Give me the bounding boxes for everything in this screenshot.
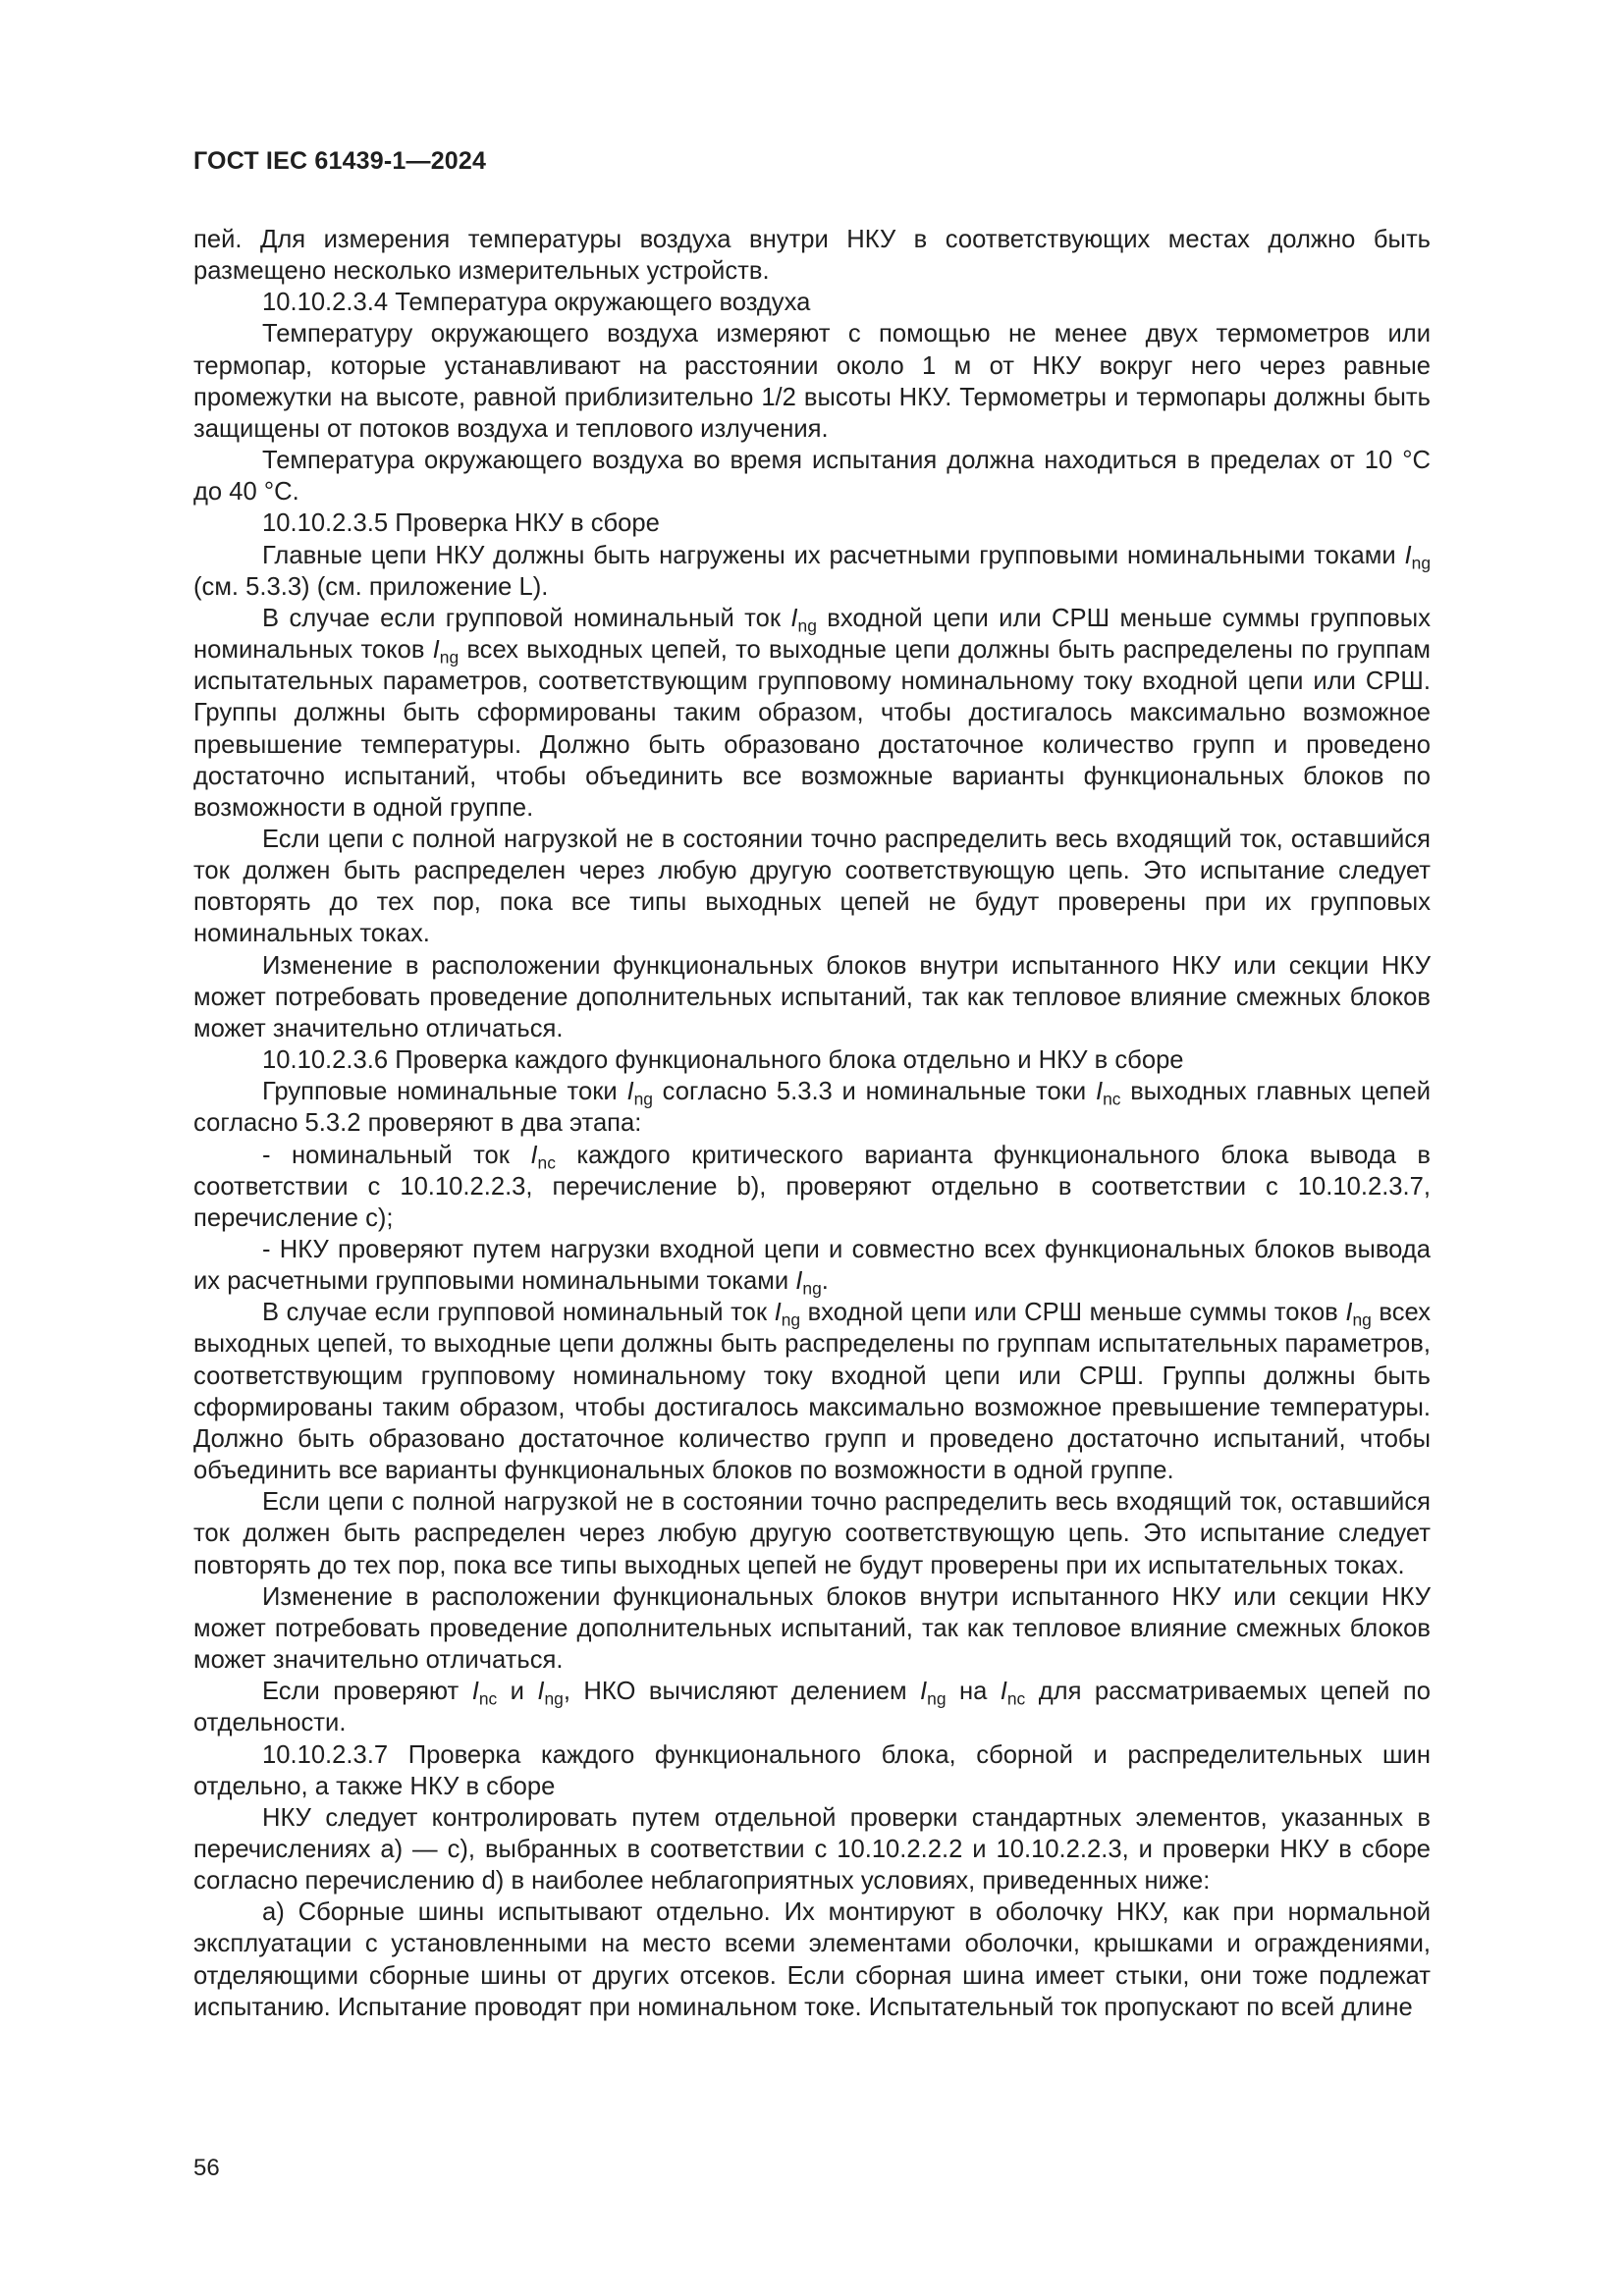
paragraph: В случае если групповой номинальный ток $I_{ng}$ входной цепи или СРШ меньше суммы токов $I_{ng}$ всех выходных цепей, то выходные цепи должны быть распределены по группам испытательных параметров, соответствующим групповому номинальному току входной цепи или СРШ. Группы должны быть сформированы таким образом, чтобы достигалось максимально возможное превышение температуры. Должно быть образовано достаточное количество групп и проведено достаточно испытаний, чтобы объединить все варианты функциональных блоков по возможности в одной группе. xyxy=(193,1299,1431,1485)
paragraph: Главные цепи НКУ должны быть нагружены их расчетными групповыми номинальными токами $I_{ng}$ (см. 5.3.3) (см. приложение L). xyxy=(193,541,1431,601)
document-header: ГОСТ IEC 61439-1—2024 xyxy=(193,147,487,175)
paragraph: пей. Для измерения температуры воздуха внутри НКУ в соответствующих местах должно быть размещено несколько измерительных устройств. xyxy=(193,226,1431,286)
paragraph: В случае если групповой номинальный ток $I_{ng}$ входной цепи или СРШ меньше суммы групповых номинальных токов $I_{ng}$ всех выходных цепей, то выходные цепи должны быть распределены по группам испытательных параметров, соответствующим групповому номинальному току входной цепи или СРШ. Группы должны быть сформированы таким образом, чтобы достигалось максимально возможное превышение температуры. Должно быть образовано достаточное количество групп и проведено достаточно испытаний, чтобы объединить все возможные варианты функциональных блоков по возможности в одной группе. xyxy=(193,604,1431,822)
paragraph: Температура окружающего воздуха во время испытания должна находиться в пределах от 10 °С до 40 °С. xyxy=(193,447,1431,507)
paragraph: Изменение в расположении функциональных блоков внутри испытанного НКУ или секции НКУ может потребовать проведение дополнительных испытаний, так как тепловое влияние смежных блоков может значительно отличаться. xyxy=(193,951,1431,1042)
paragraph: Групповые номинальные токи $I_{ng}$ согласно 5.3.3 и номинальные токи $I_{nc}$ выходных главных цепей согласно 5.3.2 проверяют в два этапа: xyxy=(193,1078,1432,1138)
paragraph: 10.10.2.3.7 Проверка каждого функционального блока, сборной и распределительных шин отдельно, а также НКУ в сборе xyxy=(193,1740,1431,1800)
paragraph: Температуру окружающего воздуха измеряют с помощью не менее двух термометров или термопар, которые устанавливают на расстоянии около 1 м от НКУ вокруг него через равные промежутки на высоте, равной приблизительно 1/2 высоты НКУ. Термометры и термопары должны быть защищены от потоков воздуха и теплового излучения. xyxy=(193,320,1431,443)
paragraph: Если проверяют $I_{nc}$ и $I_{ng}$, НКО вычисляют делением $I_{ng}$ на $I_{nc}$ для рассматриваемых цепей по отдельности. xyxy=(193,1678,1431,1737)
paragraph: 10.10.2.3.6 Проверка каждого функционального блока отдельно и НКУ в сборе xyxy=(262,1046,1184,1075)
page-number: 56 xyxy=(193,2155,220,2181)
paragraph: - НКУ проверяют путем нагрузки входной цепи и совместно всех функциональных блоков вывода их расчетными групповыми номинальными токами $I_{ng}$. xyxy=(193,1236,1431,1299)
paragraph: 10.10.2.3.4 Температура окружающего воздуха xyxy=(262,289,811,317)
paragraph: a) Сборные шины испытывают отдельно. Их монтируют в оболочку НКУ, как при нормальной эксплуатации с установленными на место всеми элементами оболочки, крышками и ограждениями, отделяющими сборные шины от других отсеков. Если сборная шина имеет стыки, они тоже подлежат испытанию. Испытание проводят при номинальном токе. Испытательный ток пропускают по всей длине xyxy=(193,1898,1431,2021)
paragraph: НКУ следует контролировать путем отдельной проверки стандартных элементов, указанных в перечислениях a) — c), выбранных в соответствии с 10.10.2.2.2 и 10.10.2.2.3, и проверки НКУ в сборе согласно перечислению d) в наиболее неблагоприятных условиях, приведенных ниже: xyxy=(193,1803,1431,1896)
paragraph: 10.10.2.3.5 Проверка НКУ в сборе xyxy=(262,509,660,538)
paragraph: Изменение в расположении функциональных блоков внутри испытанного НКУ или секции НКУ может потребовать проведение дополнительных испытаний, так как тепловое влияние смежных блоков может значительно отличаться. xyxy=(193,1582,1431,1675)
document-body xyxy=(193,224,1431,2023)
paragraph: Если цепи с полной нагрузкой не в состоянии точно распределить весь входящий ток, оставшийся ток должен быть распределен через любую другую соответствующую цепь. Это испытание следует повторять до тех пор, пока все типы выходных цепей не будут проверены при их групповых номинальных токах. xyxy=(193,825,1431,948)
paragraph: Если цепи с полной нагрузкой не в состоянии точно распределить весь входящий ток, оставшийся ток должен быть распределен через любую другую соответствующую цепь. Это испытание следует повторять до тех пор, пока все типы выходных цепей не будут проверены при их испытательных токах. xyxy=(193,1488,1431,1579)
paragraph: - номинальный ток $I_{nc}$ каждого критического варианта функционального блока вывода в соответствии с 10.10.2.2.3, перечисление b), проверяют отдельно в соответствии с 10.10.2.3.7, перечисление c); xyxy=(193,1141,1431,1232)
